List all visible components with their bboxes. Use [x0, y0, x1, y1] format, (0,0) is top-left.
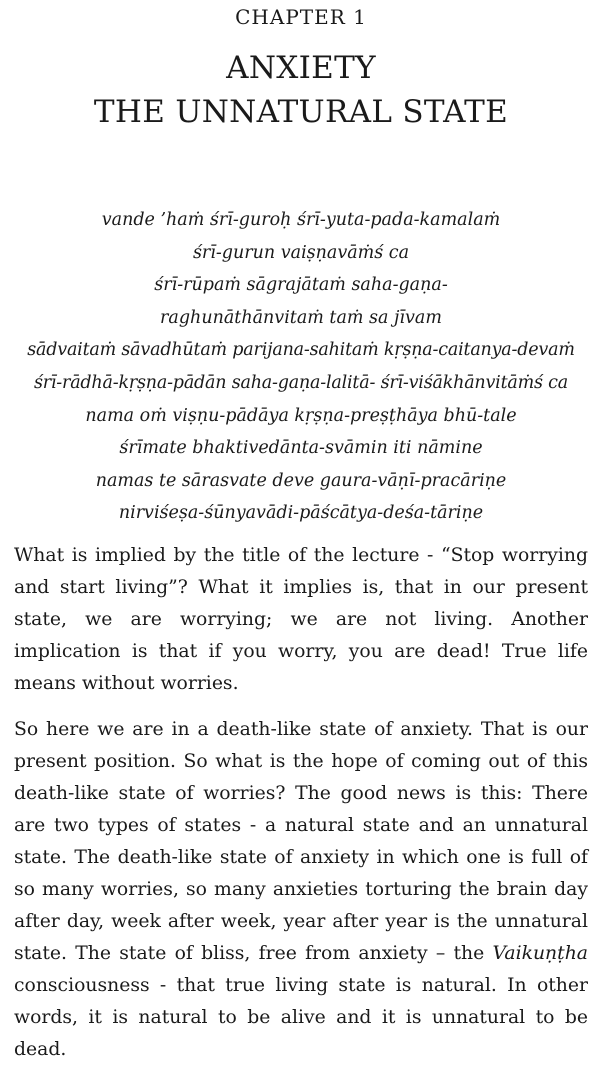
chapter-title [14, 46, 588, 134]
chapter-title-line-1: ANXIETY [226, 50, 376, 86]
emphasized-term: Vaikuṇṭha [492, 942, 588, 964]
verse-line: śrī-rūpaṁ sāgrajātaṁ saha-gaṇa- [154, 275, 448, 296]
body-paragraph-1: What is implied by the title of the lecture - “Stop worrying and start living”? What it implies is, that in our present state, we are worrying; we are not living. Another implication is that if you worry, you are dead! True life means without worries. [14, 544, 588, 694]
verse-line: śrīmate bhaktivedānta-svāmin iti nāmine [119, 438, 483, 459]
verse-line: nama oṁ viṣṇu-pādāya kṛṣṇa-preṣṭhāya bhū-tale [85, 405, 517, 426]
verse-line: sādvaitaṁ sāvadhūtaṁ parijana-sahitaṁ kṛṣṇa-caitanya-devaṁ [27, 340, 575, 361]
verse-line: vande ’haṁ śrī-guroḥ śrī-yuta-pada-kamalaṁ [101, 210, 501, 230]
paragraph-text: consciousness - that true living state is natural. In other words, it is natural to be alive and it is unnatural to be dead. [14, 974, 588, 1060]
verse-line: namas te sārasvate deve gaura-vāṇī-pracāriṇe [95, 470, 507, 491]
verse-line: nirviśeṣa-śūnyavādi-pāścātya-deśa-tāriṇe [118, 503, 484, 524]
chapter-title-line-2: THE UNNATURAL STATE [93, 94, 509, 130]
sanskrit-verse [14, 204, 588, 530]
verse-line: raghunāthānvitaṁ taṁ sa jīvam [160, 307, 442, 328]
verse-line: śrī-rādhā-kṛṣṇa-pādān saha-gaṇa-lalitā- śrī-viśākhānvitāṁś ca [33, 372, 569, 393]
verse-line: śrī-gurun vaiṣṇavāṁś ca [192, 242, 410, 263]
paragraph-text: So here we are in a death-like state of anxiety. That is our present position. So what is the hope of coming out of this death-like state of worries? The good news is this: There are two types of states - a natural state and an unnatural state. The death-like state of anxiety in which one is full of so many worries, so many anxieties torturing the brain day after day, week after week, year after year is the unnatural state. The state of bliss, free from anxiety – the [14, 718, 588, 964]
chapter-label: CHAPTER 1 [235, 5, 367, 29]
body-paragraph-2 [14, 714, 588, 1066]
